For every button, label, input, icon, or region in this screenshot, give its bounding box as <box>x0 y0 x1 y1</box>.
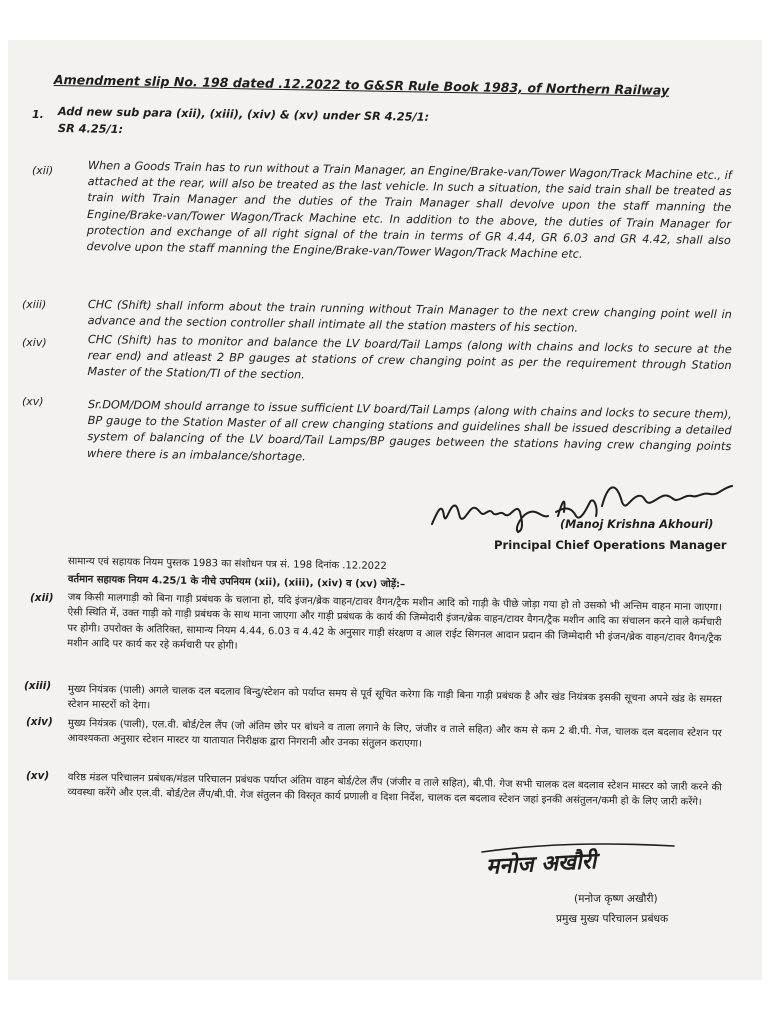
para-text-xiii: CHC (Shift) shall inform about the train running without Train Manager to the next crew changing point well in advance and the section controller shall intimate all the station masters of his section. <box>87 297 732 335</box>
hindi-heading-line1: सामान्य एवं सहायक नियम पुस्तक 1983 का संशोधन पत्र सं. 198 दिनांक .12.2022 <box>67 555 387 573</box>
para-number-xv: (xv) <box>22 395 44 408</box>
hindi-para-number-xiv: (xiv) <box>26 716 53 728</box>
hindi-heading-line2: वर्तमान सहायक नियम 4.25/1 के नीचे उपनियम (xii), (xiii), (xiv) व (xv) जोड़ें:– <box>67 573 406 591</box>
hindi-signatory-title: प्रमुख मुख्य परिचालन प्रबंधक <box>556 913 669 925</box>
signature-hindi: मनोज अखौरी <box>485 849 597 880</box>
hindi-para-number-xv: (xv) <box>26 770 50 782</box>
para-text-xii: When a Goods Train has to run without a Train Manager, an Engine/Brake-van/Tower Wagon/Track Machine etc., if attached at the rear, will also be treated as the last vehicle. In such a situation, the said train shall be treated as train with Train Manager and the duties of the Train Manager shall devolve upon the staff manning the Engine/Brake-van/Tower Wagon/Track Machine etc. In addition to the above, the duties of Train Manager for protection and exchange of all right signal of the train in terms of GR 4.44, GR 6.03 and GR 4.42, shall also devolve upon the staff manning the Engine/Brake-van/Tower Wagon/Track Machine etc. <box>86 158 732 261</box>
hindi-para-text-xiii: मुख्य नियंत्रक (पाली) अगले चालक दल बदलाव बिन्दु/स्टेशन को पर्याप्त समय से पूर्व सूचित करेगा कि गाड़ी बिना गाड़ी प्रबंधक है और खंड नियंत्रक इसकी सूचना अपने खंड के समस्त स्टेशन मास्टरों को देगा। <box>67 683 722 712</box>
hindi-para-number-xii: (xii) <box>30 592 54 604</box>
para-number-xiv: (xiv) <box>22 336 47 349</box>
para-text-xv: Sr.DOM/DOM should arrange to issue sufficient LV board/Tail Lamps (along with chains and locks to secure them), BP gauge to the Station Master of all crew changing stations and guidelines shall be issued describing a detailed system of balancing of the LV board/Tail Lamps/BP gauges between the stations having crew changing points where there is an imbalance/shortage. <box>87 397 732 464</box>
item-instruction: Add new sub para (xii), (xiii), (xiv) & (xv) under SR 4.25/1: <box>57 104 430 124</box>
rule-reference: SR 4.25/1: <box>57 121 124 137</box>
signature-hindi-underline <box>478 840 678 856</box>
para-number-xiii: (xiii) <box>22 298 47 311</box>
hindi-signatory-name: (मनोज कृष्ण अखौरी) <box>574 893 658 905</box>
scanned-document-page <box>8 40 762 980</box>
hindi-para-text-xv: वरिष्ठ मंडल परिचालन प्रबंधक/मंडल परिचालन प्रबंधक पर्याप्त अंतिम वाहन बोर्ड/टेल लैंप (जंजीर व ताले सहित), बी.पी. गेज सभी चालक दल बदलाव स्टेशन मास्टर को जारी करने की व्यवस्था करेंगे और एल.वी. बोर्ड/टेल लैंप/बी.पी. गेज संतुलन की विस्तृत कार्य प्रणाली व दिशा निर्देश, चालक दल बदलाव स्टेशन जहां इनकी असंतुलन/कमी हो के लिए जारी करेंगे। <box>67 771 722 809</box>
amendment-heading: Amendment slip No. 198 dated .12.2022 to G&SR Rule Book 1983, of Northern Railway <box>53 72 670 98</box>
hindi-para-text-xii: जब किसी मालगाड़ी को बिना गाड़ी प्रबंधक के चलाना हो, यदि इंजन/ब्रेक वाहन/टावर वैगन/ट्रैक मशीन आदि को गाड़ी के पीछे जोड़ा गया हो तो उसको भी अन्तिम वाहन माना जाएगा। ऐसी स्थिति में, उक्त गाड़ी को गाड़ी प्रबंधक के साथ माना जाएगा और गाड़ी प्रबंधक के कार्य की जिम्मेदारी इंजन/ब्रेक वाहन/टावर वैगन/ट्रैक मशीन आदि का संचालन करने वाले कर्मचारी पर होगी। उपरोक्त के अतिरिक्त, सामान्य नियम 4.44, 6.03 व 4.42 के अनुसार गाड़ी संरक्षण व आल राईट सिगनल आदान प्रदान की जिम्मेदारी भी इंजन/ब्रेक वाहन/टावर वैगन/ट्रैक मशीन आदि पर कार्य कर रहे कर्मचारी पर होगी। <box>67 591 722 652</box>
signatory-name-english: (Manoj Krishna Akhouri) <box>560 518 714 531</box>
hindi-para-number-xiii: (xiii) <box>24 680 52 692</box>
signatory-title-english: Principal Chief Operations Manager <box>494 538 727 552</box>
item-number: 1. <box>32 108 44 121</box>
hindi-para-text-xiv: मुख्य नियंत्रक (पाली), एल.वी. बोर्ड/टेल लैंप (जो अंतिम छोर पर बांधने व ताला लगाने के लिए, जंजीर व ताले सहित) और कम से कम 2 बी.पी. गेज, चालक दल बदलाव स्टेशन पर आवश्यकता अनुसार स्टेशन मास्टर या यातायात निरीक्षक द्वारा निगरानी और उनका संतुलन कराएगा। <box>67 717 722 750</box>
para-text-xiv: CHC (Shift) has to monitor and balance the LV board/Tail Lamps (along with chains and locks to secure at the rear end) and atleast 2 BP gauges at stations of crew changing point as per the requirement through Station Master of the Station/TI of the section. <box>87 332 732 382</box>
para-number-xii: (xii) <box>32 164 54 177</box>
